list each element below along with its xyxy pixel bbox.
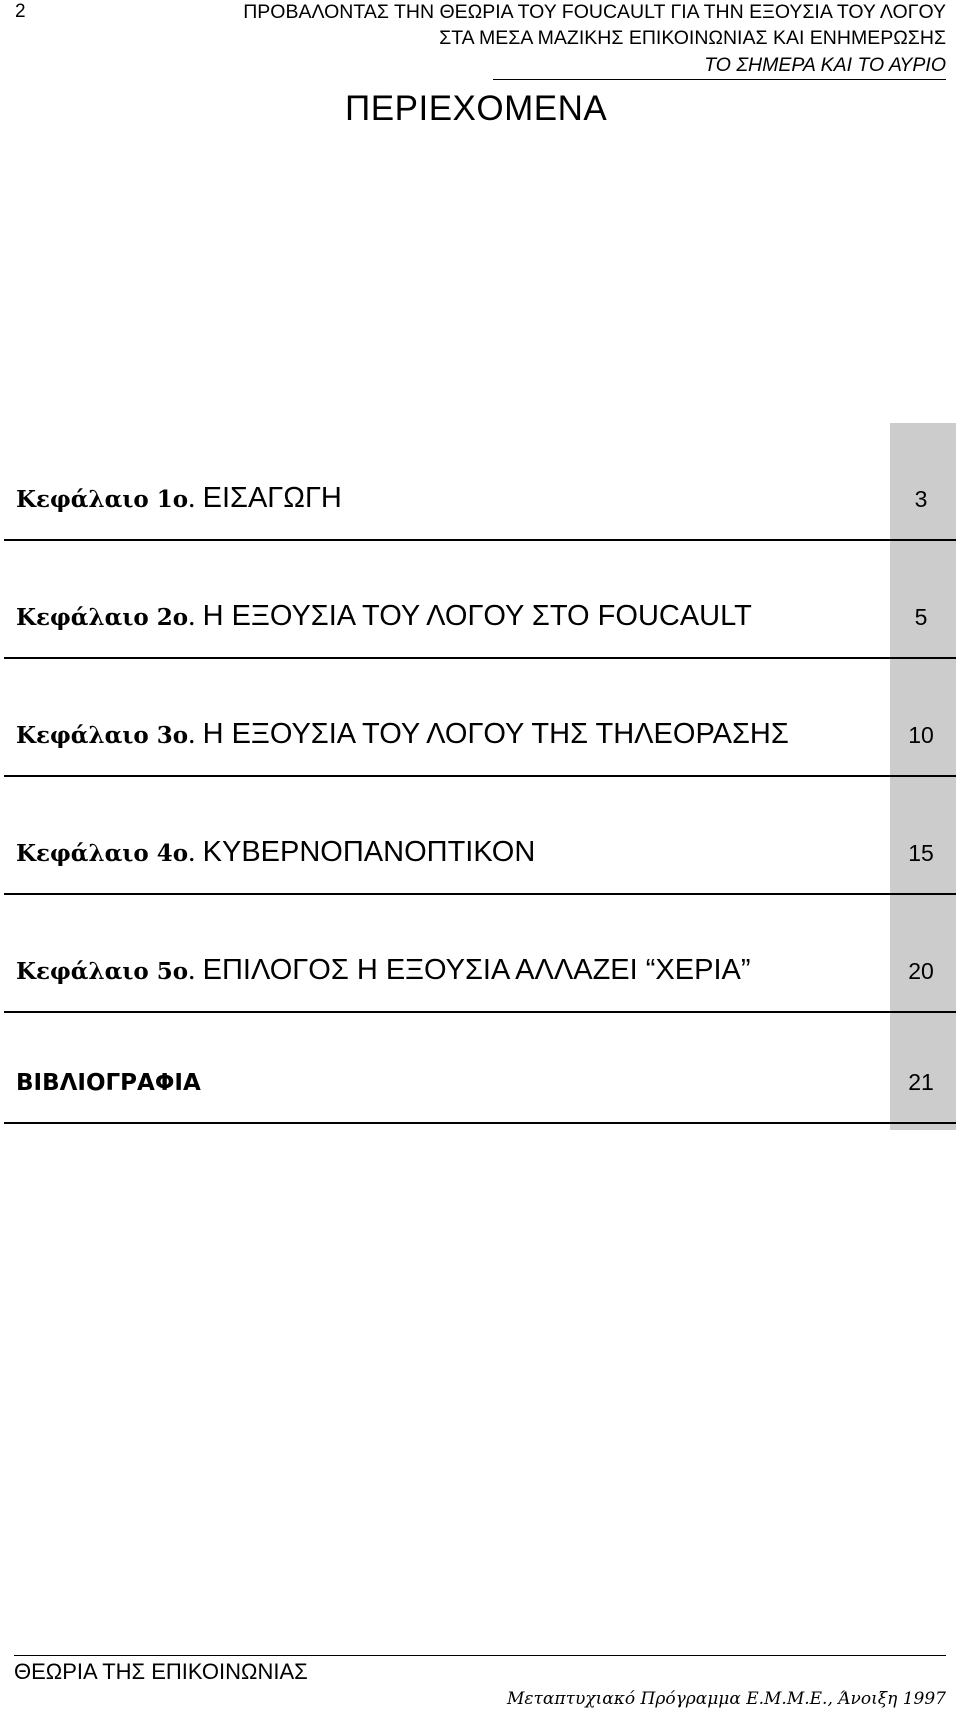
- toc-entry-chapter-4: [4, 777, 956, 895]
- toc-entry-label: [16, 481, 342, 517]
- chapter-title: Η ΕΞΟΥΣΙΑ ΤΟΥ ΛΟΓΟΥ ΣΤΟ FOUCAULT: [202, 600, 752, 632]
- page-number: 2: [15, 1, 26, 22]
- footer-course-title: ΘΕΩΡΙΑ ΤΗΣ ΕΠΙΚΟΙΝΩΝΙΑΣ: [14, 1659, 308, 1684]
- bibliography-label: ΒΙΒΛΙΟΓΡΑΦΙΑ: [16, 1070, 201, 1096]
- toc-entry-page: 5: [914, 604, 928, 630]
- toc-title: ΠΕΡΙΕΧΟΜΕΝΑ: [345, 89, 608, 128]
- toc-entry-page: 3: [914, 486, 928, 512]
- chapter-separator: .: [188, 718, 203, 750]
- chapter-title: ΚΥΒΕΡΝΟΠΑΝΟΠΤΙΚΟΝ: [202, 836, 536, 868]
- chapter-title: ΕΙΣΑΓΩΓΗ: [202, 482, 342, 514]
- toc-entry-label: [16, 835, 535, 871]
- chapter-number: Κεφάλαιο 2ο: [16, 604, 189, 631]
- chapter-number: Κεφάλαιο 5ο: [16, 958, 189, 985]
- toc-entry-chapter-1: [4, 423, 956, 541]
- toc-entry-chapter-2: [4, 541, 956, 659]
- toc-entry-chapter-3: [4, 659, 956, 777]
- toc-entry-label: [16, 953, 751, 989]
- toc-entry-label: [16, 717, 789, 753]
- toc-entry-page: 15: [908, 840, 934, 866]
- toc-entry-page: 21: [908, 1069, 934, 1095]
- running-header-line-3: ΤΟ ΣΗΜΕΡΑ ΚΑΙ ΤΟ ΑΥΡΙΟ: [704, 54, 946, 76]
- chapter-number: Κεφάλαιο 3ο: [16, 722, 189, 749]
- chapter-separator: .: [188, 600, 203, 632]
- chapter-title: ΕΠΙΛΟΓΟΣ Η ΕΞΟΥΣΙΑ ΑΛΛΑΖΕΙ “ΧΕΡΙΑ”: [202, 954, 751, 986]
- chapter-separator: .: [188, 954, 203, 986]
- running-header-line-2: ΣΤΑ ΜΕΣΑ ΜΑΖΙΚΗΣ ΕΠΙΚΟΙΝΩΝΙΑΣ ΚΑΙ ΕΝΗΜΕΡΩΣΗΣ: [439, 27, 946, 49]
- toc-entry-chapter-5: [4, 895, 956, 1013]
- toc-entry-bibliography: [4, 1013, 956, 1124]
- chapter-number: Κεφάλαιο 1ο: [16, 486, 189, 513]
- toc-table: [4, 423, 956, 1124]
- footer-divider: [14, 1655, 946, 1656]
- chapter-separator: .: [188, 482, 203, 514]
- toc-entry-label: [16, 599, 752, 635]
- chapter-title: Η ΕΞΟΥΣΙΑ ΤΟΥ ΛΟΓΟΥ ΤΗΣ ΤΗΛΕΟΡΑΣΗΣ: [202, 718, 789, 750]
- toc-entry-page: 10: [908, 722, 934, 748]
- toc-entry-page: 20: [908, 958, 934, 984]
- chapter-separator: .: [188, 836, 203, 868]
- header-divider: [493, 79, 946, 80]
- chapter-number: Κεφάλαιο 4ο: [16, 840, 189, 867]
- running-header-line-1: ΠΡΟΒΑΛΟΝΤΑΣ ΤΗΝ ΘΕΩΡΙΑ ΤΟΥ FOUCAULT ΓΙΑ ΤΗΝ ΕΞΟΥΣΙΑ ΤΟΥ ΛΟΓΟΥ: [243, 1, 946, 23]
- footer-program-info: Μεταπτυχιακό Πρόγραμμα Ε.Μ.Μ.Ε., Άνοιξη 1997: [506, 1689, 946, 1709]
